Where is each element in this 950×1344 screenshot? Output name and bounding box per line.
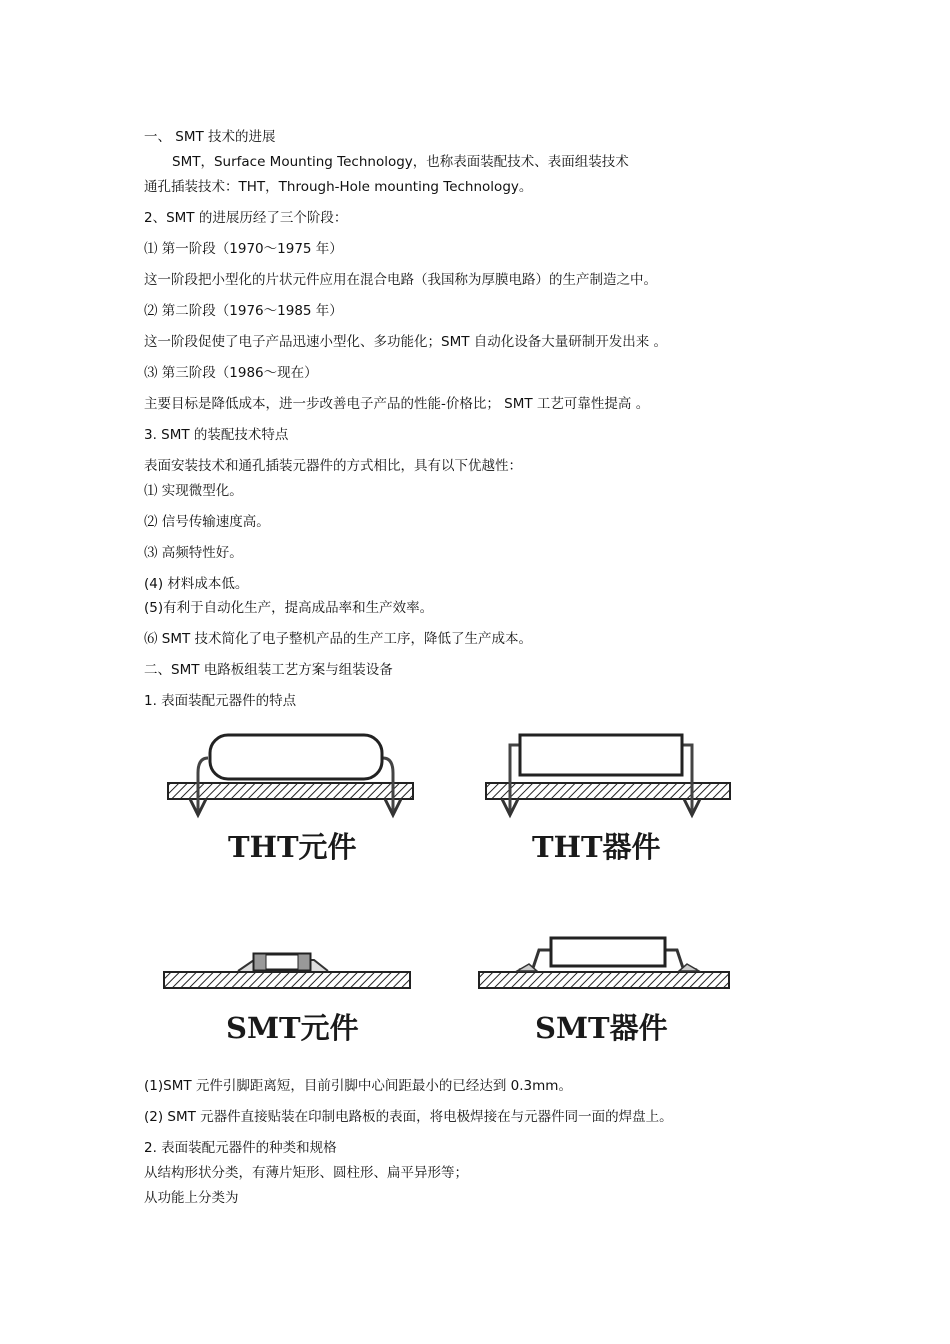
paragraph-tht-definition: 通孔插装技术：THT，Through-Hole mounting Technology。: [144, 179, 533, 195]
figure-tht-device: [480, 725, 740, 875]
figure-tht-component: [160, 725, 420, 875]
heading-smt-progress: 一、 SMT 技术的进展: [144, 129, 276, 145]
paragraph-advantages-intro: 表面安装技术和通孔插装元器件的方式相比，具有以下优越性：: [144, 458, 522, 474]
caption-smt-component: SMT元件: [226, 1011, 359, 1045]
stage-2-text: 这一阶段促使了电子产品迅速小型化、多功能化；SMT 自动化设备大量研制开发出来 。: [144, 334, 668, 350]
caption-tht-component: THT元件: [228, 830, 357, 864]
advantage-item-2: ⑵ 信号传输速度高。: [144, 514, 270, 530]
heading-three-stages: 2、SMT 的进展历经了三个阶段：: [144, 210, 348, 226]
stage-3-text: 主要目标是降低成本，进一步改善电子产品的性能-价格比； SMT 工艺可靠性提高 。: [144, 396, 650, 412]
paragraph-smt-definition: SMT，Surface Mounting Technology，也称表面装配技术、表面组装技术: [172, 154, 629, 170]
feature-item-1: (1)SMT 元件引脚距离短，目前引脚中心间距最小的已经达到 0.3mm。: [144, 1078, 572, 1094]
stage-2-title: ⑵ 第二阶段（1976～1985 年）: [144, 303, 343, 319]
heading-assembly-features: 3. SMT 的装配技术特点: [144, 427, 289, 443]
advantage-item-5: (5)有利于自动化生产，提高成品率和生产效率。: [144, 600, 434, 616]
figure-smt-device: [475, 930, 740, 1055]
advantage-item-6: ⑹ SMT 技术简化了电子整机产品的生产工序，降低了生产成本。: [144, 631, 533, 647]
heading-pcb-assembly: 二、SMT 电路板组装工艺方案与组装设备: [144, 662, 393, 678]
advantage-item-4: (4) 材料成本低。: [144, 576, 249, 592]
caption-tht-device: THT器件: [532, 830, 661, 864]
caption-smt-device: SMT器件: [535, 1011, 668, 1045]
advantage-item-1: ⑴ 实现微型化。: [144, 483, 243, 499]
heading-component-features: 1. 表面装配元器件的特点: [144, 693, 297, 709]
heading-component-types: 2. 表面装配元器件的种类和规格: [144, 1140, 337, 1156]
paragraph-function-classification: 从功能上分类为: [144, 1190, 239, 1206]
stage-1-title: ⑴ 第一阶段（1970～1975 年）: [144, 241, 343, 257]
paragraph-structure-classification: 从结构形状分类，有薄片矩形、圆柱形、扁平异形等；: [144, 1165, 468, 1181]
advantage-item-3: ⑶ 高频特性好。: [144, 545, 243, 561]
stage-3-title: ⑶ 第三阶段（1986～现在）: [144, 365, 318, 381]
figure-smt-component: [160, 940, 420, 1055]
stage-1-text: 这一阶段把小型化的片状元件应用在混合电路（我国称为厚膜电路）的生产制造之中。: [144, 272, 657, 288]
feature-item-2: (2) SMT 元器件直接贴装在印制电路板的表面，将电极焊接在与元器件同一面的焊盘上。: [144, 1109, 673, 1125]
